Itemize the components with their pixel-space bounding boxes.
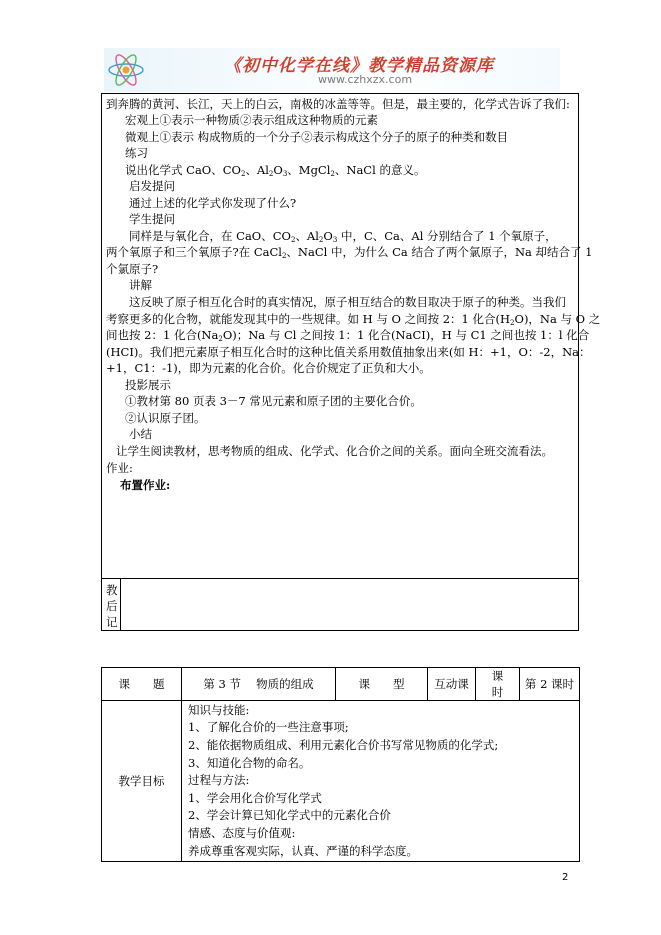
text-line: 这反映了原子相互化合时的真实情况，原子相互结合的数目取决于原子的种类。当我们 (129, 295, 566, 309)
objective-line: 知识与技能: (188, 702, 250, 717)
text-line: 说出化学式 CaO、$CO_2$、$Al_2O_3$、MgCl$_2$、NaCl 的意义。 (125, 163, 426, 178)
section-heading: 投影展示 (125, 378, 171, 392)
section-heading: 启发提问 (129, 179, 175, 193)
text-line: 通过上述的化学式你发现了什么? (129, 196, 297, 210)
text-line: +1，C1：-1)，即为元素的化合价。化合价规定了正负和大小。 (106, 361, 431, 375)
atom-logo-icon (106, 50, 146, 90)
type-value: 互动课 (428, 668, 476, 701)
objective-line: 2、能依据物质组成、利用元素化合价书写常见物质的化学式; (188, 738, 499, 753)
reflection-divider (102, 578, 578, 579)
text-line: ②认识原子团。 (125, 411, 206, 425)
period-value: 第 2 课时 (520, 668, 580, 701)
objective-line: 情感、态度与价值观: (188, 825, 296, 840)
period-label: 课 时 (476, 668, 520, 701)
banner-title: 《初中化学在线》教学精品资源库 (224, 56, 494, 76)
objective-line: 1、学会用化合价写化学式 (188, 790, 322, 805)
objective-line: 2、学会计算已知化学式中的元素化合价 (188, 808, 391, 823)
topic-value: 第 3 节 物质的组成 (182, 668, 336, 701)
text-line: 个氯原子? (106, 262, 159, 276)
objective-line: 过程与方法: (188, 773, 250, 788)
header-banner (104, 48, 560, 92)
text-line: 微观上①表示 构成物质的一个分子②表示构成这个分子的原子的种类和数目 (125, 130, 509, 144)
text-line: 作业: (106, 461, 133, 475)
section-heading: 讲解 (129, 278, 152, 292)
text-line: ①教材第 80 页表 3－7 常见元素和原子团的主要化合价。 (125, 394, 422, 408)
objective-line: 养成尊重客观实际，认真、严谨的科学态度。 (188, 843, 418, 858)
text-line: 考察更多的化合物，就能发现其中的一些规律。如 H 与 O 之间按 2：1 化合$(H_2O)$，Na 与 O 之 (106, 312, 601, 327)
table-row (102, 668, 580, 701)
homework-heading: 布置作业: (120, 478, 171, 492)
objectives-content (182, 701, 580, 862)
section-heading: 练习 (125, 146, 148, 160)
text-line: 同样是与氧化合，在 CaO、$CO_2$、$Al_2O_3$ 中，C、Ca、Al 分别结合了 1 个氧原子， (129, 229, 557, 244)
objectives-label: 教学目标 (102, 701, 182, 862)
page-number: 2 (562, 872, 569, 883)
text-line: 宏观上①表示一种物质②表示组成这种物质的元素 (125, 113, 378, 127)
section-heading: 学生提问 (129, 212, 175, 226)
objective-line: 3、知道化合物的命名。 (188, 755, 311, 770)
text-line: 间也按 2：1 化合$(Na_2O)$；Na 与 Cl 之间按 1：1 化合(NaCI)，H 与 C1 之间也按 1：l 化合 (106, 328, 590, 343)
table-row (102, 701, 580, 862)
lesson-content-box (101, 93, 601, 631)
objective-line: 1、了解化合价的一些注意事项; (188, 720, 349, 735)
text-line: 让学生阅读教材，思考物质的组成、化学式、化合价之间的关系。面向全班交流看法。 (116, 444, 553, 458)
type-label: 课 型 (336, 668, 428, 701)
text-line: 两个氧原子和三个氧原子?在 CaCl$_2$、NaCl 中，为什么 Ca 结合了两个氯原子，Na 却结合了 1 (106, 245, 593, 260)
text-line: (HCI)。我们把元素原子相互化合时的这种比值关系用数值抽象出来(如 H：+1，O：-2，Na： (106, 345, 591, 359)
topic-label: 课 题 (102, 668, 182, 701)
lesson-plan-table (101, 667, 580, 862)
banner-url: www.czhxzx.com (318, 73, 413, 86)
text-line: 到奔腾的黄河、长江，天上的白云，南极的冰盖等等。但是，最主要的，化学式告诉了我们: (106, 97, 570, 111)
section-heading: 小结 (129, 427, 152, 441)
reflection-label: 教后记 (106, 583, 118, 629)
